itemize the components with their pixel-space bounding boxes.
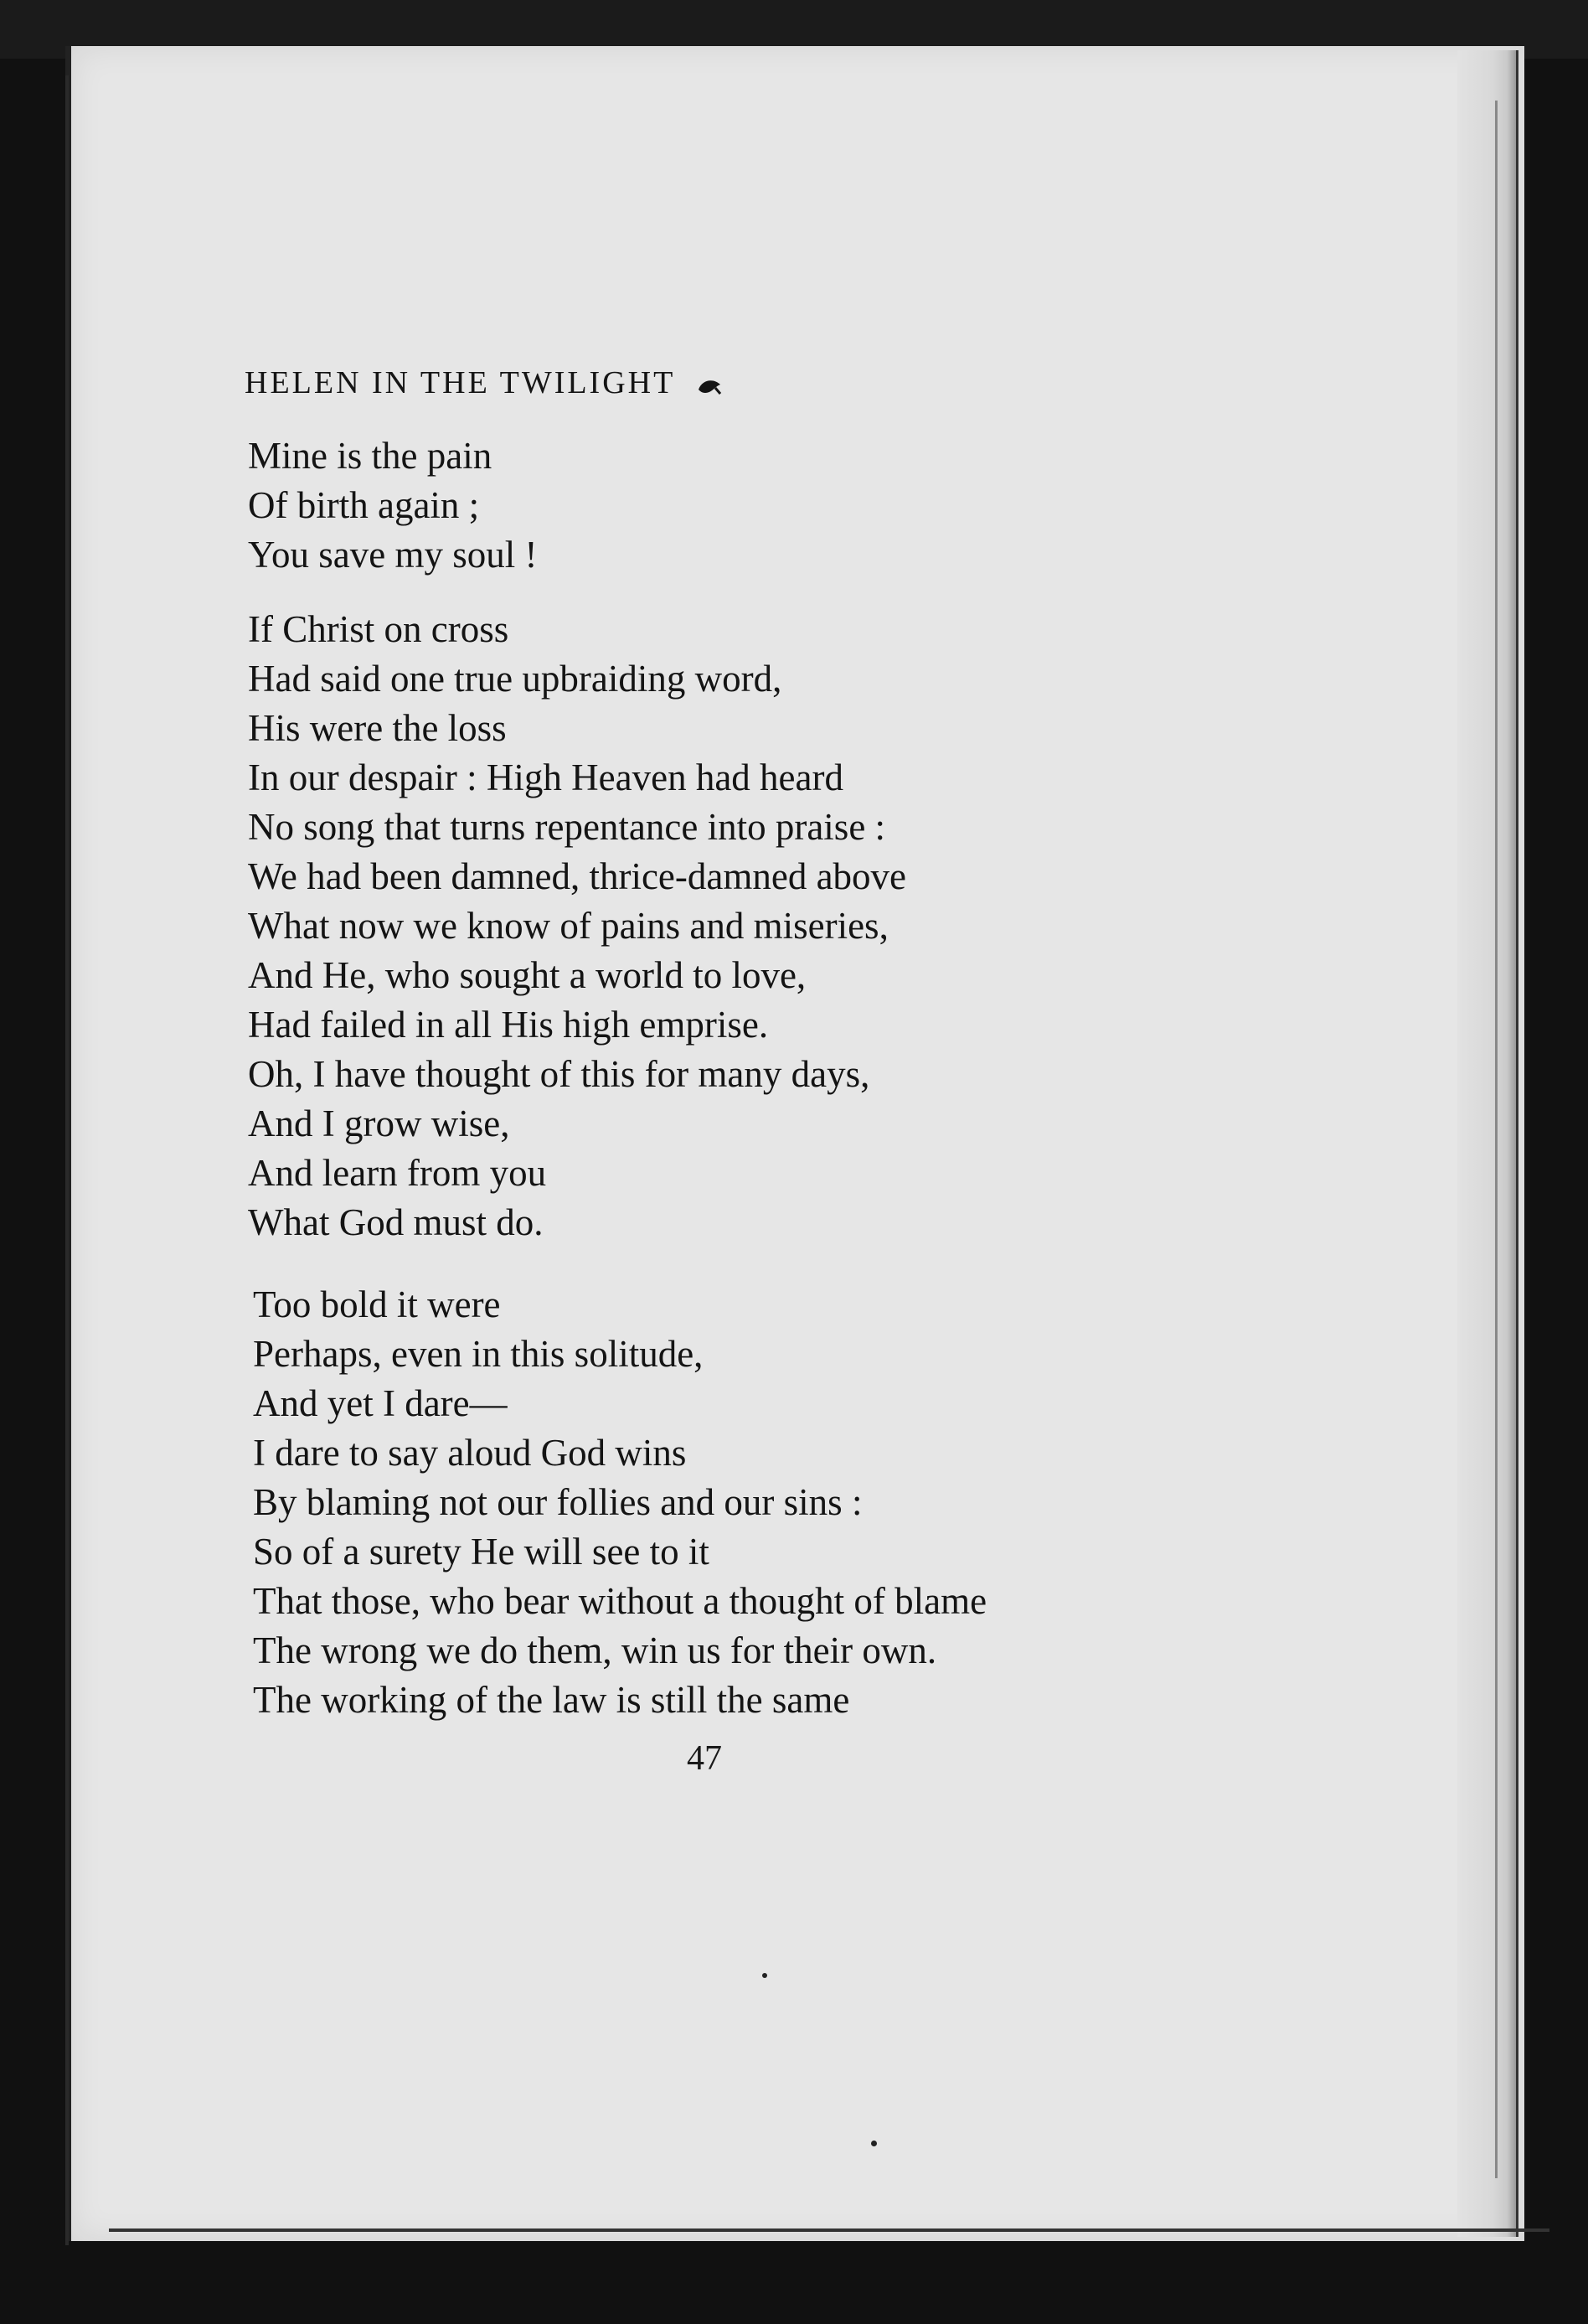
poem-line: And I grow wise,	[248, 1103, 510, 1144]
poem-line: I dare to say aloud God wins	[253, 1432, 687, 1474]
stanza-2	[248, 605, 906, 1247]
poem-line: Had said one true upbraiding word,	[248, 658, 782, 700]
stanza-3	[253, 1280, 987, 1725]
poem-line: Had failed in all His high emprise.	[248, 1004, 769, 1046]
poem-line: The working of the law is still the same	[253, 1679, 850, 1721]
page-bottom-edge	[109, 2228, 1549, 2232]
poem-line: The wrong we do them, win us for their own.	[253, 1629, 937, 1671]
poem-line: And He, who sought a world to love,	[248, 954, 807, 996]
page-number: 47	[687, 1739, 722, 1778]
page-edge-line	[1495, 101, 1498, 2178]
poem-line: If Christ on cross	[248, 608, 509, 650]
poem-line: What now we know of pains and miseries,	[248, 905, 889, 947]
running-title: HELEN IN THE TWILIGHT	[245, 365, 675, 400]
poem-line: In our despair : High Heaven had heard	[248, 757, 843, 798]
poem-line: What God must do.	[248, 1201, 544, 1243]
scan-speck	[871, 2141, 877, 2146]
poem-line: His were the loss	[248, 707, 507, 749]
running-header	[245, 364, 722, 401]
poem-line: Of birth again ;	[248, 484, 480, 526]
poem-line: And yet I dare—	[253, 1382, 508, 1424]
poem-line: Too bold it were	[253, 1283, 501, 1325]
gutter-line	[65, 75, 69, 2245]
page-fore-edge	[1457, 50, 1518, 2237]
poem-line: Perhaps, even in this solitude,	[253, 1333, 704, 1375]
poem-line: By blaming not our follies and our sins :	[253, 1481, 863, 1523]
poem-line: And learn from you	[248, 1152, 547, 1194]
poem-line: That those, who bear without a thought of blame	[253, 1580, 987, 1622]
poem-line: No song that turns repentance into praise :	[248, 806, 886, 848]
poem-line: Mine is the pain	[248, 435, 492, 477]
stanza-1	[248, 431, 537, 580]
poem-line: You save my soul !	[248, 534, 538, 576]
leaf-ornament-icon	[697, 366, 722, 383]
poem-line: So of a surety He will see to it	[253, 1531, 709, 1573]
poem-line: We had been damned, thrice-damned above	[248, 855, 907, 897]
scan-speck	[762, 1973, 767, 1978]
poem-line: Oh, I have thought of this for many days,	[248, 1053, 870, 1095]
